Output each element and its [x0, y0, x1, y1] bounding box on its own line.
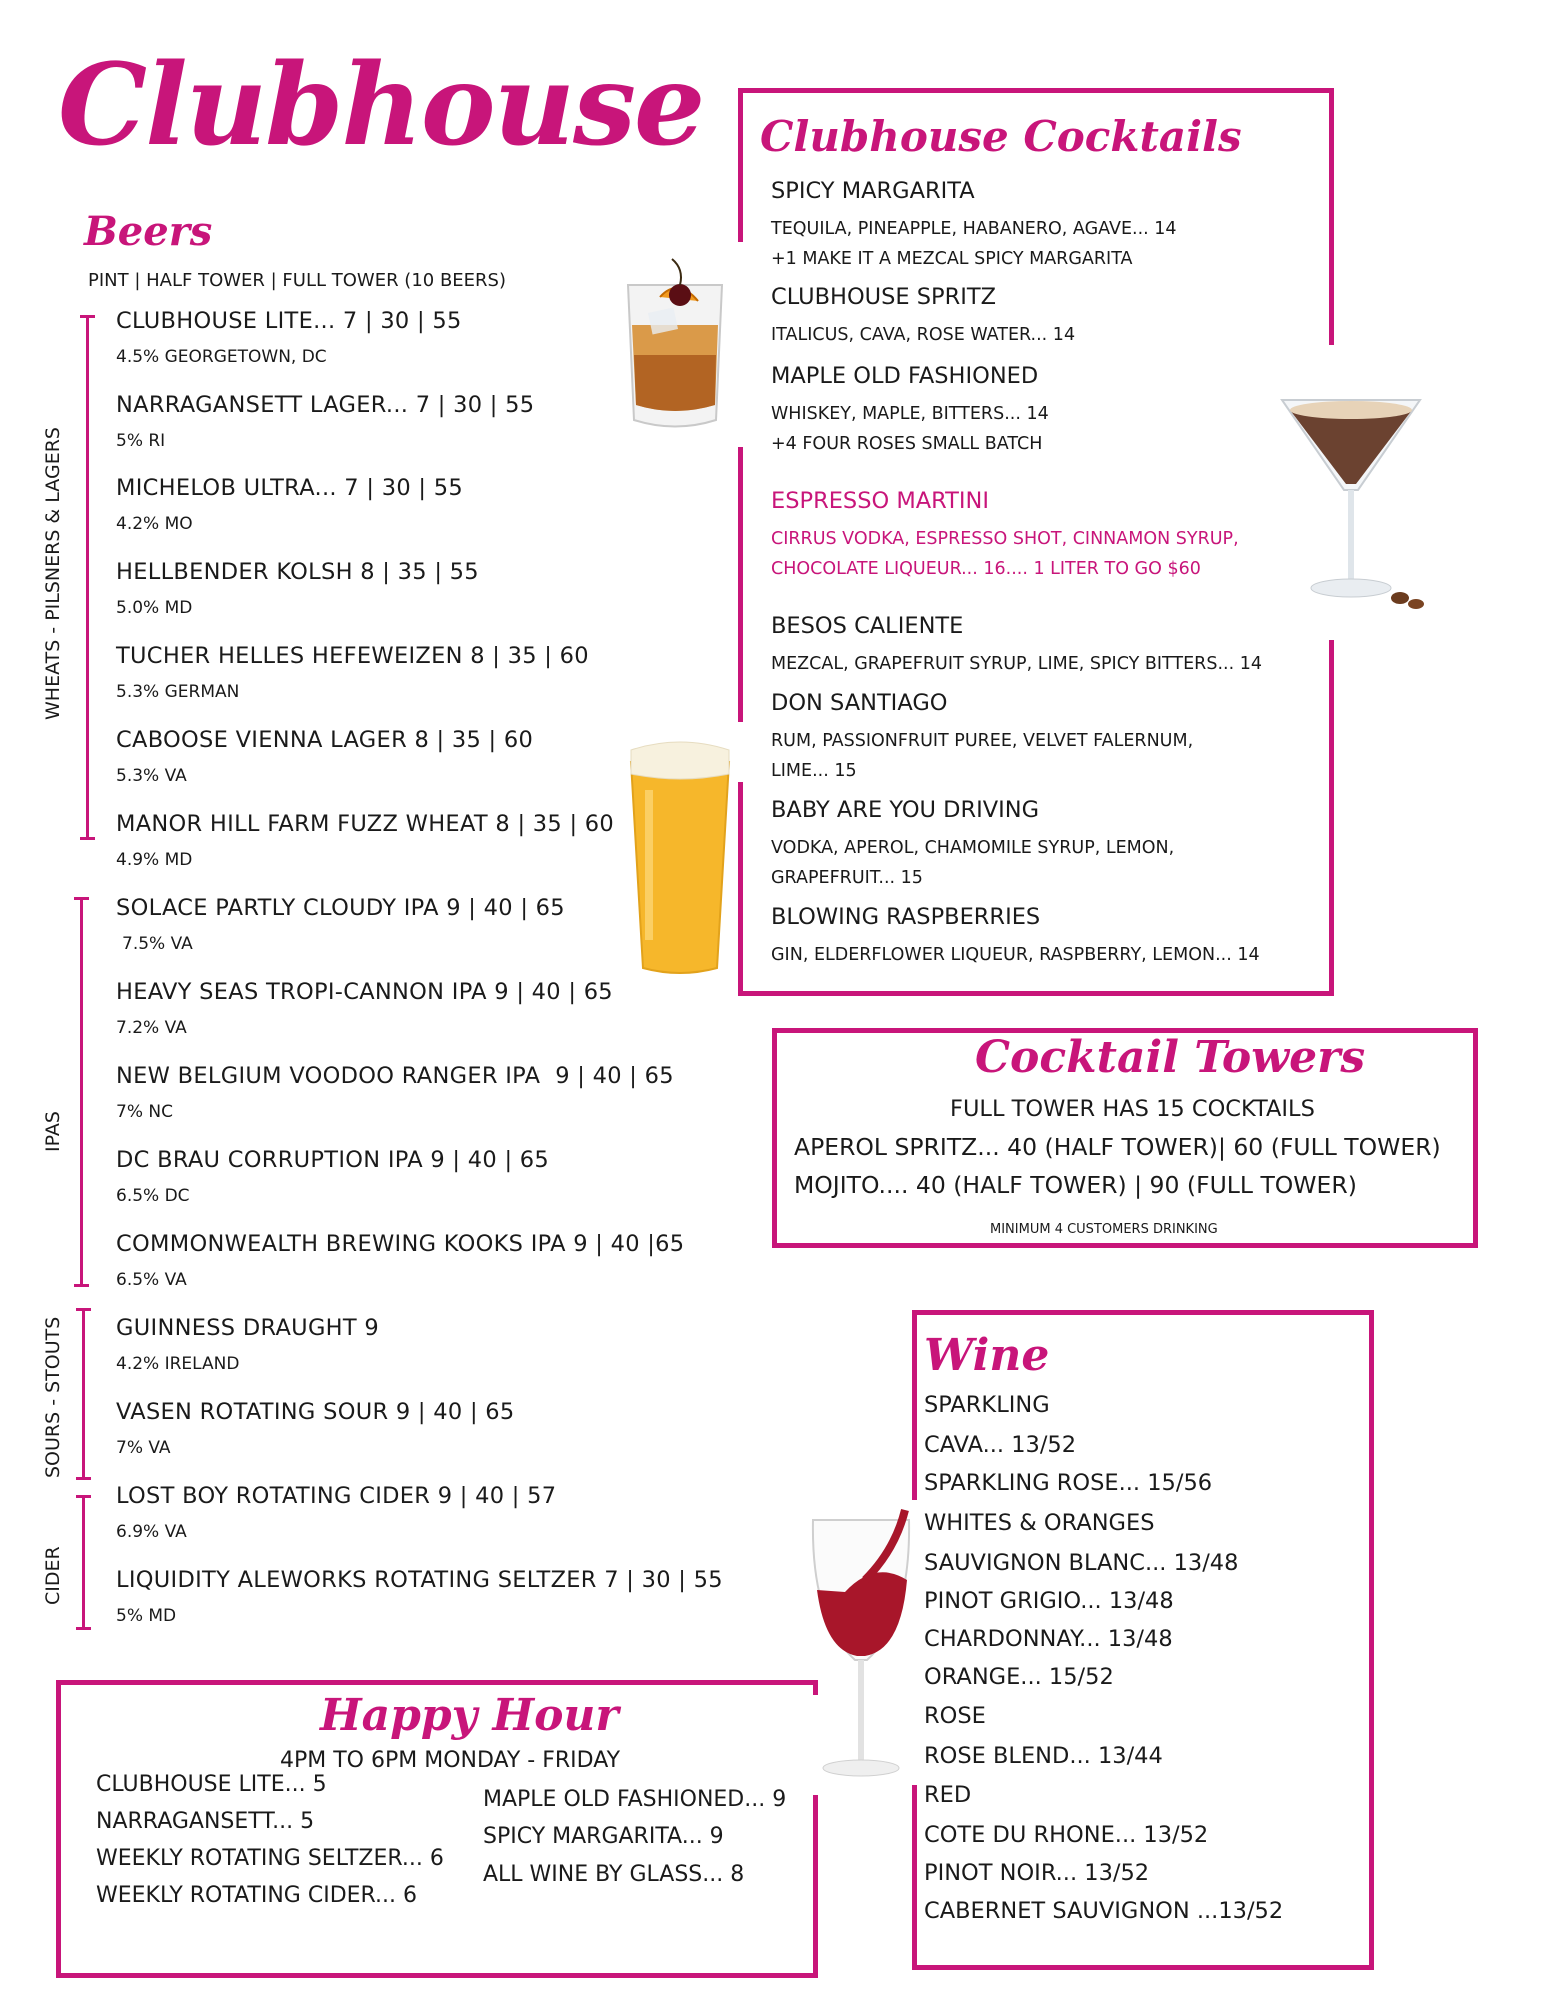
- beer-name: NEW BELGIUM VOODOO RANGER IPA 9 | 40 | 65: [116, 1063, 674, 1089]
- beer-name: HELLBENDER KOLSH 8 | 35 | 55: [116, 559, 479, 585]
- beer-name: NARRAGANSETT LAGER... 7 | 30 | 55: [116, 392, 535, 418]
- beer-item: [116, 559, 479, 618]
- beer-name: GUINNESS DRAUGHT 9: [116, 1315, 380, 1341]
- cocktail-item: [771, 690, 1193, 786]
- happy-hour-item: ALL WINE BY GLASS... 8: [483, 1862, 745, 1887]
- desc-line: +4 FOUR ROSES SMALL BATCH: [771, 434, 1043, 454]
- cider-bracket: [82, 1495, 85, 1630]
- cocktail-desc: [771, 649, 1262, 679]
- wine-item: ROSE BLEND... 13/44: [924, 1743, 1163, 1769]
- cocktail-desc: [771, 726, 1193, 786]
- beer-item: [116, 308, 462, 367]
- wine-category: RED: [924, 1782, 972, 1808]
- menu-title: Clubhouse: [58, 40, 704, 171]
- beer-item: [116, 895, 565, 954]
- desc-line: ITALICUS, CAVA, ROSE WATER... 14: [771, 325, 1076, 345]
- beer-item: [116, 1147, 549, 1206]
- beer-item: [116, 1063, 674, 1122]
- old-fashioned-icon: [620, 255, 730, 435]
- beer-detail: 5% RI: [116, 431, 166, 451]
- beer-detail: 4.5% GEORGETOWN, DC: [116, 347, 327, 367]
- cocktail-item: [771, 284, 1075, 350]
- beer-item: [116, 392, 534, 451]
- beer-name: MICHELOB ULTRA... 7 | 30 | 55: [116, 475, 463, 501]
- cocktail-item: [771, 797, 1174, 893]
- beer-detail: 7% NC: [116, 1102, 173, 1122]
- espresso-martini-icon: [1270, 370, 1440, 620]
- beer-name: MANOR HILL FARM FUZZ WHEAT 8 | 35 | 60: [116, 811, 615, 837]
- happy-hour-item: WEEKLY ROTATING SELTZER... 6: [96, 1846, 444, 1871]
- beer-detail: 5.3% GERMAN: [116, 682, 240, 702]
- desc-line: CIRRUS VODKA, ESPRESSO SHOT, CINNAMON SYRUP,: [771, 529, 1239, 549]
- beer-item: [116, 1483, 556, 1542]
- ipas-section-label: IPAS: [42, 1111, 64, 1152]
- beer-detail: 4.2% MO: [116, 514, 193, 534]
- beer-name: DC BRAU CORRUPTION IPA 9 | 40 | 65: [116, 1147, 550, 1173]
- tower-item: APEROL SPRITZ... 40 (HALF TOWER)| 60 (FULL TOWER): [794, 1133, 1441, 1161]
- beer-detail: 7.2% VA: [116, 1018, 187, 1038]
- beer-name: SOLACE PARTLY CLOUDY IPA 9 | 40 | 65: [116, 895, 565, 921]
- beer-detail: 4.2% IRELAND: [116, 1354, 240, 1374]
- beer-item: [116, 811, 614, 870]
- happy-hour-subtitle: 4PM TO 6PM MONDAY - FRIDAY: [280, 1748, 621, 1773]
- towers-heading: Cocktail Towers: [975, 1032, 1366, 1083]
- sours-section-label: SOURS - STOUTS: [42, 1316, 64, 1478]
- cocktail-name: BESOS CALIENTE: [771, 613, 964, 639]
- cocktail-desc: [771, 524, 1239, 584]
- desc-line: MEZCAL, GRAPEFRUIT SYRUP, LIME, SPICY BITTERS... 14: [771, 654, 1262, 674]
- cocktail-name: SPICY MARGARITA: [771, 178, 975, 204]
- happy-hour-item: MAPLE OLD FASHIONED... 9: [483, 1787, 787, 1812]
- beer-item: [116, 1567, 723, 1626]
- happy-hour-item: CLUBHOUSE LITE... 5: [96, 1772, 327, 1797]
- cocktail-desc: [771, 833, 1174, 893]
- happy-hour-item: NARRAGANSETT... 5: [96, 1809, 315, 1834]
- beer-detail: 7% VA: [116, 1438, 171, 1458]
- wheats-section-label: WHEATS - PILSNERS & LAGERS: [42, 427, 64, 720]
- desc-line: TEQUILA, PINEAPPLE, HABANERO, AGAVE... 14: [771, 219, 1177, 239]
- desc-line: WHISKEY, MAPLE, BITTERS... 14: [771, 404, 1049, 424]
- cocktail-desc: [771, 214, 1177, 274]
- beer-pint-icon: [625, 740, 735, 980]
- happy-hour-item: SPICY MARGARITA... 9: [483, 1824, 724, 1849]
- desc-line: +1 MAKE IT A MEZCAL SPICY MARGARITA: [771, 249, 1133, 269]
- beer-detail: 5.3% VA: [116, 766, 187, 786]
- beer-name: TUCHER HELLES HEFEWEIZEN 8 | 35 | 60: [116, 643, 589, 669]
- beer-item: [116, 1231, 684, 1290]
- beer-detail: 5.0% MD: [116, 598, 193, 618]
- wine-category: WHITES & ORANGES: [924, 1510, 1155, 1536]
- beer-detail: 6.5% DC: [116, 1186, 190, 1206]
- desc-line: CHOCOLATE LIQUEUR... 16.... 1 LITER TO GO $60: [771, 559, 1201, 579]
- red-wine-glass-icon: [805, 1500, 925, 1785]
- wine-item: PINOT NOIR... 13/52: [924, 1860, 1150, 1886]
- cocktail-desc: [771, 320, 1075, 350]
- desc-line: RUM, PASSIONFRUIT PUREE, VELVET FALERNUM,: [771, 731, 1194, 751]
- cocktail-item: [771, 613, 1262, 679]
- cocktail-desc: [771, 399, 1049, 459]
- cocktail-name: BLOWING RASPBERRIES: [771, 904, 1041, 930]
- sours-bracket: [82, 1308, 85, 1480]
- happy-hour-item: WEEKLY ROTATING CIDER... 6: [96, 1883, 418, 1908]
- wine-item: COTE DU RHONE... 13/52: [924, 1822, 1209, 1848]
- cocktails-frame-gap-left: [733, 242, 747, 447]
- cocktails-heading: Clubhouse Cocktails: [760, 112, 1242, 161]
- towers-subtitle: FULL TOWER HAS 15 COCKTAILS: [950, 1096, 1315, 1122]
- beer-name: VASEN ROTATING SOUR 9 | 40 | 65: [116, 1399, 515, 1425]
- wine-item: CAVA... 13/52: [924, 1432, 1077, 1458]
- beer-name: LIQUIDITY ALEWORKS ROTATING SELTZER 7 | 30 | 55: [116, 1567, 723, 1593]
- beer-name: HEAVY SEAS TROPI-CANNON IPA 9 | 40 | 65: [116, 979, 613, 1005]
- towers-note: MINIMUM 4 CUSTOMERS DRINKING: [990, 1222, 1218, 1237]
- beer-name: COMMONWEALTH BREWING KOOKS IPA 9 | 40 |65: [116, 1231, 685, 1257]
- beer-item: [116, 979, 613, 1038]
- beer-item: [116, 1315, 379, 1374]
- happy-hour-heading: Happy Hour: [320, 1690, 619, 1741]
- beer-item: [116, 727, 533, 786]
- cocktail-item: [771, 178, 1177, 274]
- beer-item: [116, 1399, 515, 1458]
- cocktail-item-featured: [771, 488, 1239, 584]
- cocktail-name: MAPLE OLD FASHIONED: [771, 363, 1039, 389]
- wine-item: SPARKLING ROSE... 15/56: [924, 1470, 1213, 1496]
- beer-name: LOST BOY ROTATING CIDER 9 | 40 | 57: [116, 1483, 557, 1509]
- tower-item: MOJITO.... 40 (HALF TOWER) | 90 (FULL TOWER): [794, 1171, 1357, 1199]
- cocktails-frame-gap-left-2: [733, 722, 747, 782]
- beer-detail: 4.9% MD: [116, 850, 193, 870]
- cocktail-desc: [771, 940, 1260, 970]
- beers-heading: Beers: [84, 208, 213, 255]
- wine-heading: Wine: [924, 1330, 1050, 1381]
- cocktail-item: [771, 363, 1049, 459]
- desc-line: GRAPEFRUIT... 15: [771, 868, 923, 888]
- desc-line: VODKA, APEROL, CHAMOMILE SYRUP, LEMON,: [771, 838, 1175, 858]
- beer-item: [116, 643, 589, 702]
- wine-item: SAUVIGNON BLANC... 13/48: [924, 1550, 1239, 1576]
- wine-item: PINOT GRIGIO... 13/48: [924, 1588, 1174, 1614]
- ipas-bracket: [80, 897, 83, 1287]
- beer-name: CABOOSE VIENNA LAGER 8 | 35 | 60: [116, 727, 534, 753]
- wheats-bracket: [86, 315, 89, 840]
- cider-section-label: CIDER: [42, 1546, 64, 1605]
- beer-item: [116, 475, 463, 534]
- cocktail-name: ESPRESSO MARTINI: [771, 488, 989, 514]
- beer-detail: 6.5% VA: [116, 1270, 187, 1290]
- desc-line: LIME... 15: [771, 761, 857, 781]
- cocktail-item: [771, 904, 1260, 970]
- beer-detail: 6.9% VA: [116, 1522, 187, 1542]
- beer-name: CLUBHOUSE LITE... 7 | 30 | 55: [116, 308, 462, 334]
- wine-item: CHARDONNAY... 13/48: [924, 1626, 1173, 1652]
- beer-detail: 5% MD: [116, 1606, 177, 1626]
- cocktail-name: BABY ARE YOU DRIVING: [771, 797, 1040, 823]
- wine-category: ROSE: [924, 1703, 986, 1729]
- cocktail-name: CLUBHOUSE SPRITZ: [771, 284, 997, 310]
- wine-item: ORANGE... 15/52: [924, 1664, 1114, 1690]
- cocktail-name: DON SANTIAGO: [771, 690, 948, 716]
- wine-item: CABERNET SAUVIGNON ...13/52: [924, 1898, 1284, 1924]
- wine-category: SPARKLING: [924, 1392, 1050, 1418]
- beer-detail: 7.5% VA: [122, 934, 193, 954]
- beers-size-legend: PINT | HALF TOWER | FULL TOWER (10 BEERS): [88, 270, 506, 291]
- desc-line: GIN, ELDERFLOWER LIQUEUR, RASPBERRY, LEMON... 14: [771, 945, 1260, 965]
